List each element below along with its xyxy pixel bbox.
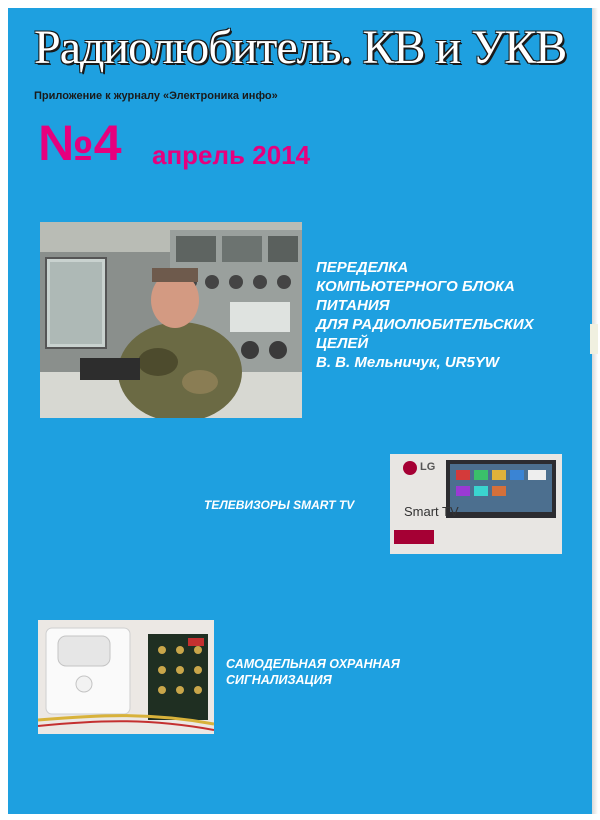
smart-tv-badge: Smart TV (404, 504, 459, 519)
page-edge-mark (590, 324, 598, 354)
radio-operator-photo (40, 222, 302, 418)
article-smart-tv: ТЕЛЕВИЗОРЫ SMART TV (204, 498, 355, 512)
article-power-supply (316, 258, 586, 372)
article-title-line: ПЕРЕДЕЛКА (316, 259, 409, 276)
article-author: В. В. Мельничук, UR5YW (316, 354, 500, 371)
issue-number: №4 (38, 115, 122, 171)
article-title-line: ЦЕЛЕЙ (316, 335, 369, 352)
article-title-line: КОМПЬЮТЕРНОГО БЛОКА (316, 278, 515, 295)
issue-date: апрель 2014 (152, 140, 311, 170)
smart-tv-photo (390, 454, 562, 554)
page-edge-shadow (592, 8, 598, 814)
alarm-circuit-photo (38, 620, 214, 734)
magazine-subtitle: Приложение к журналу «Электроника инфо» (34, 90, 278, 102)
article-alarm: САМОДЕЛЬНАЯ ОХРАННАЯ СИГНАЛИЗАЦИЯ (226, 657, 400, 687)
article-title-line: ПИТАНИЯ (316, 297, 390, 314)
article-title-line: ДЛЯ РАДИОЛЮБИТЕЛЬСКИХ (316, 316, 534, 333)
lg-logo: LG (420, 461, 436, 473)
magazine-title: Радиолюбитель. КВ и УКВ (34, 21, 567, 74)
